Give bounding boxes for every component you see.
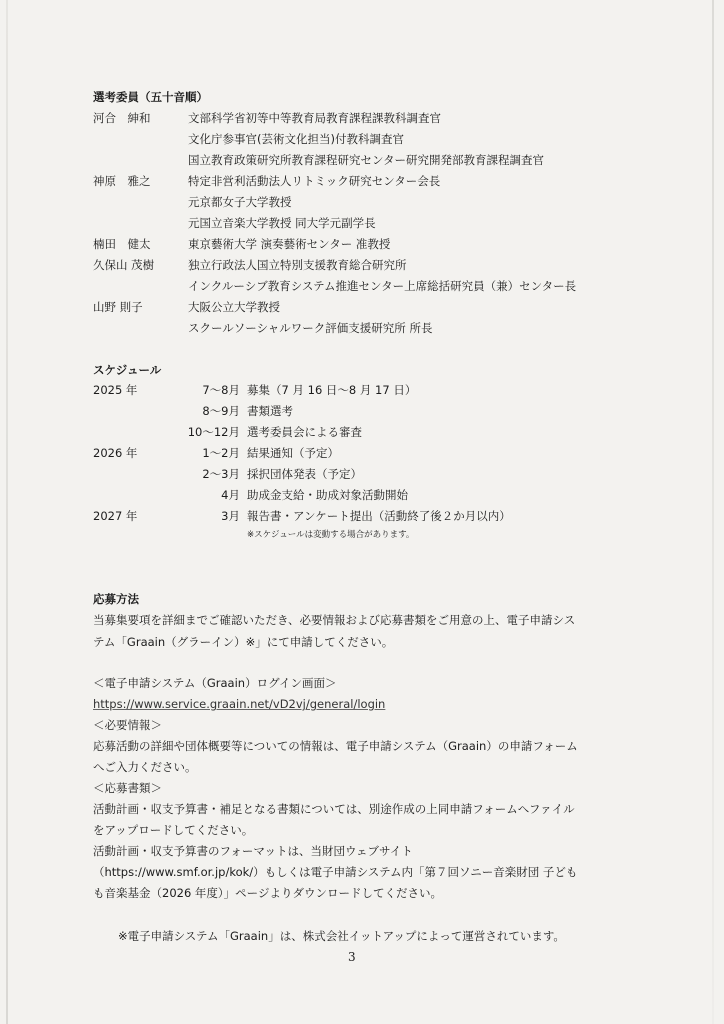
schedule-year: 2025 年 (93, 383, 138, 397)
schedule-month: 4月 (221, 488, 240, 502)
schedule-item: 採択団体発表（予定） (247, 467, 362, 481)
member-title: 元国立音楽大学教授 同大学元副学長 (188, 216, 376, 230)
schedule-item: 募集（7 月 16 日～8 月 17 日） (247, 383, 417, 397)
required-text: 応募活動の詳細や団体概要等についての情報は、電子申請システム（Graain）の申請フォーム (93, 739, 578, 753)
member-title: 文化庁参事官(芸術文化担当)付教科調査官 (188, 132, 404, 146)
graain-footnote: ※電子申請システム「Graain」は、株式会社イットアップによって運営されています。 (118, 929, 565, 943)
member-title: 東京藝術大学 演奏藝術センター 准教授 (188, 237, 391, 251)
docs-label: ＜応募書類＞ (93, 781, 162, 795)
schedule-month: 8～9月 (202, 404, 240, 418)
schedule-month: 3月 (221, 509, 240, 523)
member-name: 河合 紳和 (93, 111, 151, 125)
committee-heading: 選考委員（五十音順） (93, 90, 208, 104)
schedule-month: 2～3月 (202, 467, 240, 481)
application-heading: 応募方法 (93, 592, 139, 606)
schedule-month: 7～8月 (202, 383, 240, 397)
member-name: 久保山 茂樹 (93, 258, 155, 272)
member-title: スクールソーシャルワーク評価支援研究所 所長 (188, 321, 433, 335)
schedule-month: 1～2月 (202, 446, 240, 460)
member-name: 楠田 健太 (93, 237, 151, 251)
schedule-month: 10～12月 (187, 425, 240, 439)
format-text: 活動計画・収支予算書のフォーマットは、当財団ウェブサイト (93, 844, 413, 858)
schedule-note: ※スケジュールは変動する場合があります。 (247, 530, 415, 540)
scan-edge-right (712, 0, 714, 1024)
member-title: 大阪公立大学教授 (188, 300, 280, 314)
docs-text: をアップロードしてください。 (93, 823, 254, 837)
schedule-year: 2027 年 (93, 509, 138, 523)
schedule-item: 選考委員会による審査 (247, 425, 362, 439)
schedule-heading: スケジュール (93, 363, 162, 377)
member-title: 特定非営利活動法人リトミック研究センター会長 (188, 174, 441, 188)
format-text: も音楽基金（2026 年度）」ページよりダウンロードしてください。 (93, 886, 442, 900)
member-title: 国立教育政策研究所教育課程研究センター研究開発部教育課程調査官 (188, 153, 545, 167)
member-name: 山野 則子 (93, 300, 143, 314)
page-number: 3 (348, 950, 356, 964)
member-name: 神原 雅之 (93, 174, 151, 188)
member-title: 独立行政法人国立特別支援教育総合研究所 (188, 258, 407, 272)
application-intro: テム「Graain（グラーイン）※」にて申請してください。 (93, 635, 394, 649)
schedule-item: 助成金支給・助成対象活動開始 (247, 488, 408, 502)
schedule-item: 書類選考 (247, 404, 293, 418)
login-url-link[interactable]: https://www.service.graain.net/vD2vj/general/login (93, 697, 386, 711)
member-title: 文部科学省初等中等教育局教育課程課教科調査官 (188, 111, 441, 125)
application-intro: 当募集要項を詳細までご確認いただき、必要情報および応募書類をご用意の上、電子申請シス (93, 613, 576, 627)
schedule-item: 報告書・アンケート提出（活動終了後２か月以内） (247, 509, 511, 523)
required-label: ＜必要情報＞ (93, 718, 162, 732)
login-label: ＜電子申請システム（Graain）ログイン画面＞ (93, 676, 337, 690)
schedule-item: 結果通知（予定） (247, 446, 339, 460)
schedule-year: 2026 年 (93, 446, 138, 460)
scan-edge-left (6, 0, 8, 1024)
member-title: インクルーシブ教育システム推進センター上席総括研究員（兼）センター長 (188, 279, 577, 293)
required-text: へご入力ください。 (93, 760, 197, 774)
member-title: 元京都女子大学教授 (188, 195, 292, 209)
docs-text: 活動計画・収支予算書・補足となる書類については、別途作成の上同申請フォームへファイル (93, 802, 575, 816)
format-text: （https://www.smf.or.jp/kok/）もしくは電子申請システム内「第７回ソニー音楽財団 子ども (93, 865, 578, 879)
